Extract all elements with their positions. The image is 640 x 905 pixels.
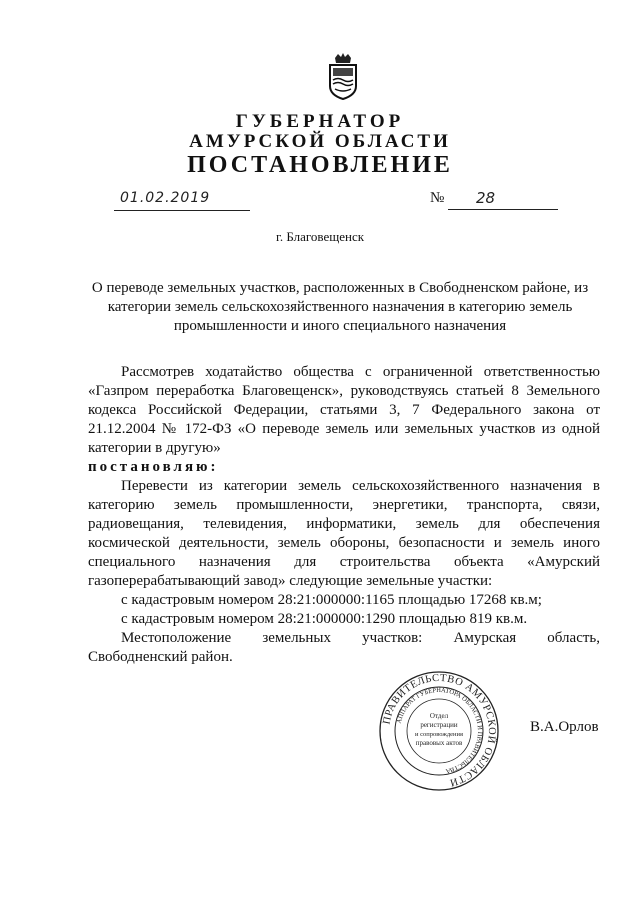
signatory-name: В.А.Орлов: [530, 719, 599, 735]
stamp-center-text: правовых актов: [415, 739, 463, 747]
body-line: «Газпром переработка Благовещенск», руководствуясь статьей 8 Земельного: [88, 383, 600, 399]
stamp-outer-text: ПРАВИТЕЛЬСТВО АМУРСКОЙ ОБЛАСТИ: [381, 672, 498, 788]
header-governor: ГУБЕРНАТОР: [235, 111, 405, 132]
document-type: ПОСТАНОВЛЕНИЕ: [187, 152, 453, 178]
land-plot-item: с кадастровым номером 28:21:000000:1165 площадью 17268 кв.м;: [121, 592, 542, 608]
body-line: Местоположение земельных участков: Амурская область,: [121, 630, 600, 646]
coat-of-arms-icon: [326, 52, 360, 100]
land-plot-item: с кадастровым номером 28:21:000000:1290 площадью 819 кв.м.: [121, 611, 528, 627]
stamp-center-text: регистрации: [420, 721, 458, 729]
stamp-center-text: Отдел: [429, 712, 449, 720]
number-label: №: [430, 190, 445, 206]
resolution-word: постановляю:: [88, 459, 219, 475]
body-line: категории в другую»: [88, 440, 221, 456]
body-line: Перевести из категории земель сельскохозяйственного назначения в: [121, 478, 600, 494]
stamp-center-text: и сопровождения: [415, 731, 463, 738]
official-stamp: [378, 670, 500, 792]
body-line: категорию земель промышленности, энергетики, транспорта, связи,: [88, 497, 600, 513]
stamp-ring-text: АППАРАТ ГУБЕРНАТОРА ОБЛАСТИ И ПРАВИТЕЛЬСТВА: [395, 686, 484, 775]
body-line: газоперерабатывающий завод» следующие земельные участки:: [88, 573, 493, 589]
body-line: 21.12.2004 № 172-ФЗ «О переводе земель или земельных участков из одной: [88, 421, 600, 437]
body-line: космической деятельности, земель обороны, безопасности и земель иного: [88, 535, 600, 551]
document-date: 01.02.2019: [114, 190, 250, 211]
body-line: Свободненский район.: [88, 649, 233, 665]
city-label: г. Благовещенск: [275, 229, 365, 244]
body-line: кодекса Российской Федерации, статьями 3, 7 Федерального закона от: [88, 402, 600, 418]
document-number: 28: [448, 189, 558, 210]
body-line: Рассмотрев ходатайство общества с ограниченной ответственностью: [121, 364, 600, 380]
body-line: радиовещания, телевидения, информатики, земель для обеспечения: [88, 516, 600, 532]
document-title: О переводе земельных участков, расположенных в Свободненском районе, из категории земель сельскохозяйственного назначения в категорию земель промышленности и иного специального назначения: [91, 280, 589, 334]
header-region: АМУРСКОЙ ОБЛАСТИ: [189, 131, 451, 152]
body-line: специального назначения для строительства объекта «Амурский: [88, 554, 600, 570]
